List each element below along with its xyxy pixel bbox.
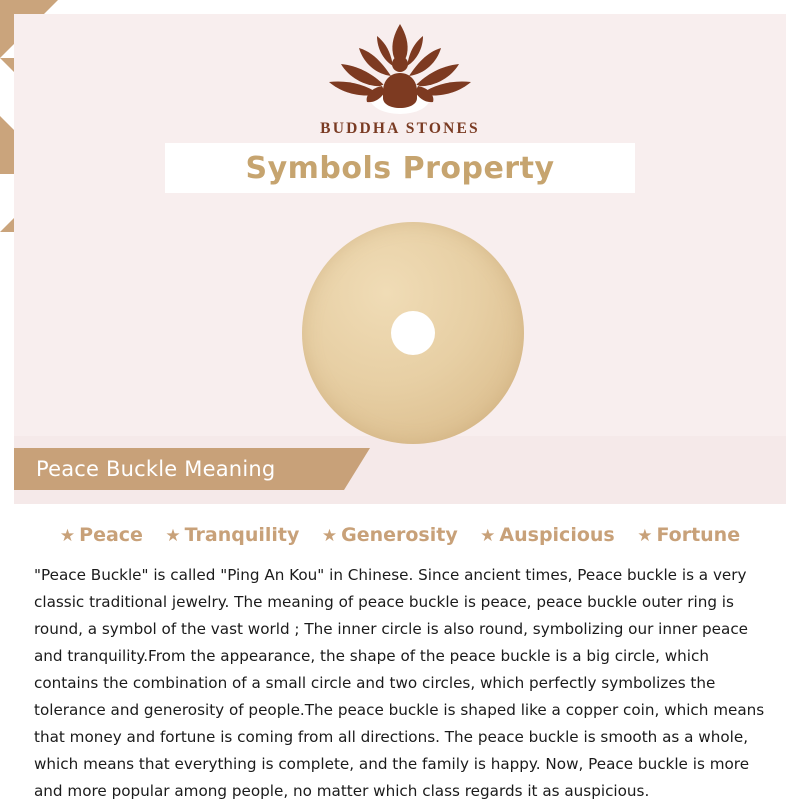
keyword-item — [480, 524, 615, 546]
peace-buckle-hole — [391, 311, 435, 355]
keyword-item — [60, 524, 143, 546]
star-icon: ★ — [480, 526, 496, 546]
brand-name: BUDDHA STONES — [320, 120, 480, 137]
page-title: Symbols Property — [245, 150, 555, 186]
star-icon: ★ — [321, 526, 338, 546]
section-ribbon — [14, 448, 344, 490]
keyword-label: Generosity — [341, 524, 458, 546]
keyword-label: Tranquility — [184, 524, 300, 546]
page-title-band — [165, 143, 635, 193]
star-icon: ★ — [59, 526, 76, 546]
star-icon: ★ — [165, 526, 181, 546]
description-paragraph: "Peace Buckle" is called "Ping An Kou" in Chinese. Since ancient times, Peace buckle is a very classic traditional jewelry. The meaning of peace buckle is peace, peace buckle outer ring is round, a symbol of the vast world ; The inner circle is also round, symbolizing our inner peace and tranquility.From the appearance, the shape of the peace buckle is a big circle, which contains the combination of a small circle and two circles, which perfectly symbolizes the tolerance and generosity of people.The peace buckle is shaped like a copper coin, which means that money and fortune is coming from all directions. The peace buckle is smooth as a whole, which means that everything is complete, and the family is happy. Now, Peace buckle is more and more popular among people, no matter which class regards it as auspicious. — [34, 566, 765, 800]
keyword-list — [0, 524, 800, 546]
keyword-label: Auspicious — [499, 524, 615, 546]
keyword-label: Fortune — [656, 524, 741, 546]
keyword-label: Peace — [79, 524, 143, 546]
keyword-item — [322, 524, 458, 546]
keyword-item — [165, 524, 299, 546]
star-icon: ★ — [637, 526, 653, 546]
peace-buckle-disc — [302, 222, 524, 444]
brand-logo — [0, 20, 800, 138]
section-ribbon-label: Peace Buckle Meaning — [36, 457, 276, 481]
keyword-item — [637, 524, 740, 546]
lotus-meditation-figure-icon — [315, 20, 485, 116]
section-ribbon-tail — [344, 448, 370, 490]
